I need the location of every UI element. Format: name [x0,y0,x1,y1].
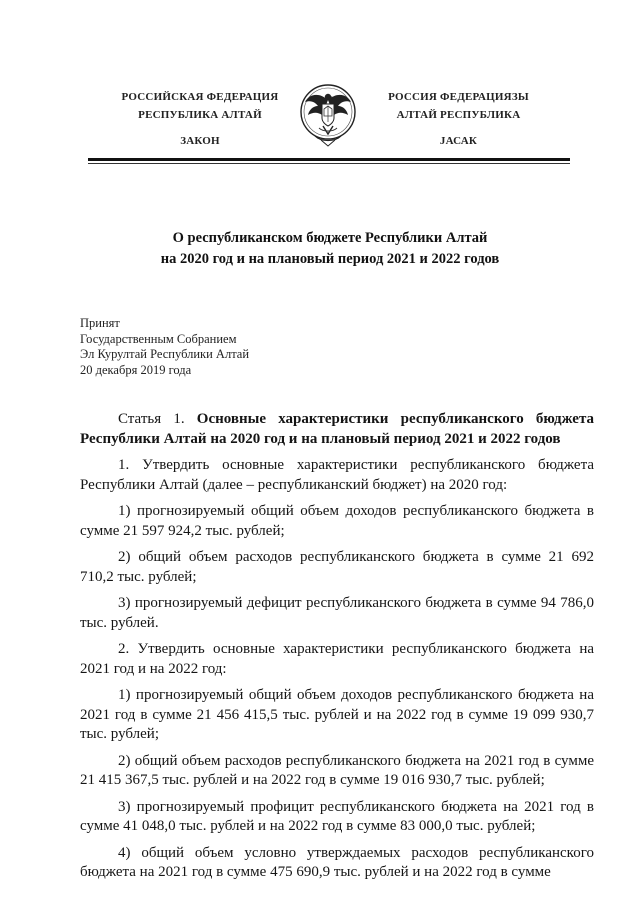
header-divider-thin [88,163,570,164]
paragraph: 1) прогнозируемый общий объем доходов республиканского бюджета на 2021 год в сумме 21 456 415,5 тыс. рублей и на 2022 год в сумме 19 099 930,7 тыс. рублей; [80,687,594,742]
document-title [80,228,580,270]
paragraph: 4) общий объем условно утверждаемых расходов республиканского бюджета на 2021 год в сумме 475 690,9 тыс. рублей и на 2022 год в сумме [80,844,594,880]
header-left-line2: РЕСПУБЛИКА АЛТАЙ [138,109,262,121]
article-label: Статья 1. [118,411,185,427]
altai-eagle-emblem-icon [297,82,359,152]
paragraph: 2) общий объем расходов республиканского бюджета на 2021 год в сумме 21 415 367,5 тыс. рублей и на 2022 год в сумме 19 016 930,7 тыс. рублей; [80,752,594,788]
document-body [80,410,594,890]
header-left-doc-type: ЗАКОН [180,135,220,147]
title-line2: на 2020 год и на плановый период 2021 и 2022 годов [160,251,500,267]
paragraph: 1) прогнозируемый общий объем доходов республиканского бюджета в сумме 21 597 924,2 тыс. рублей; [80,503,594,539]
article-title: Основные характеристики республиканского бюджета Республики Алтай на 2020 год и на плановый период 2021 и 2022 годов [80,411,594,447]
paragraph: 2) общий объем расходов республиканского бюджета в сумме 21 692 710,2 тыс. рублей; [80,549,594,585]
paragraph: 1. Утвердить основные характеристики республиканского бюджета Республики Алтай (далее – республиканский бюджет) на 2020 год: [80,457,594,493]
adopted-line3: Эл Курултай Республики Алтай [80,347,250,361]
title-line1: О республиканском бюджете Республики Алтай [172,230,488,246]
header-right-line2: АЛТАЙ РЕСПУБЛИКА [396,109,521,121]
paragraph: 3) прогнозируемый профицит республиканского бюджета на 2021 год в сумме 41 048,0 тыс. рублей и на 2022 год в сумме 83 000,0 тыс. рублей; [80,798,594,834]
header-right-doc-type: JАСАК [439,135,478,147]
header-divider-thick [88,158,570,161]
header-right-line1: РОССИЯ ФЕДЕРАЦИЯЗЫ [388,91,529,103]
article-heading [80,410,594,449]
paragraph: 2. Утвердить основные характеристики республиканского бюджета на 2021 год и на 2022 год: [80,641,594,677]
adopted-line2: Государственным Собранием [80,331,237,346]
paragraph: 3) прогнозируемый дефицит республиканского бюджета в сумме 94 786,0 тыс. рублей. [80,595,594,631]
adoption-block [80,316,249,378]
header-left-line1: РОССИЙСКАЯ ФЕДЕРАЦИЯ [121,91,279,103]
adopted-line4: 20 декабря 2019 года [80,362,192,377]
adopted-line1: Принят [80,316,120,330]
